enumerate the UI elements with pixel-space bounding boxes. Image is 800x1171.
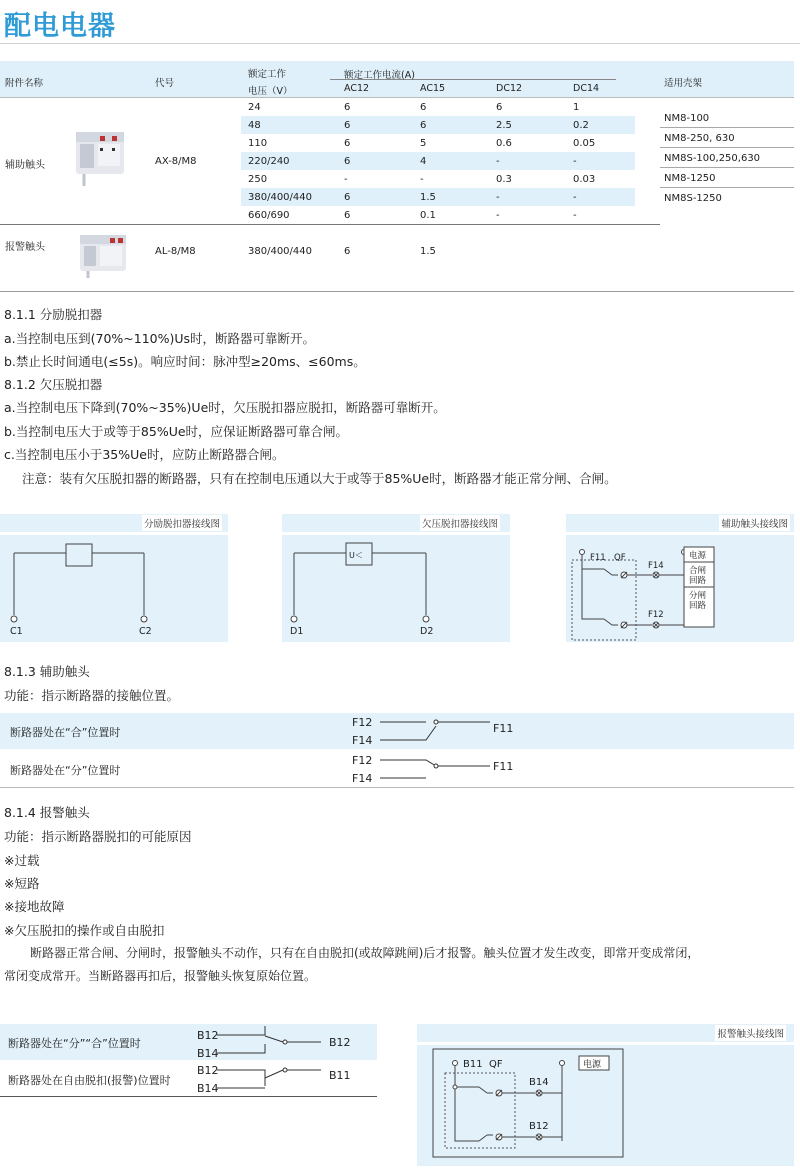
terminal-c1: C1 bbox=[10, 626, 23, 637]
label-qf: QF bbox=[614, 553, 626, 563]
voltage-cell: 380/400/440 bbox=[248, 192, 312, 203]
header-code: 代号 bbox=[155, 78, 175, 89]
shell-divider bbox=[660, 147, 794, 148]
header-name: 附件名称 bbox=[5, 78, 44, 89]
ac15-cell: 1.5 bbox=[420, 246, 436, 257]
ac15-cell: 1.5 bbox=[420, 192, 436, 203]
s812-a: a.当控制电压下降到(70%~35%)Ue时，欠压脱扣器应脱扣，断路器可靠断开。 bbox=[4, 400, 446, 415]
aux-closed-row bbox=[0, 713, 794, 749]
shell-divider bbox=[660, 127, 794, 128]
label-b12: B12 bbox=[197, 1064, 219, 1077]
ac12-cell: 6 bbox=[344, 246, 351, 257]
alarm-normal-switch bbox=[195, 1024, 377, 1060]
s813-heading: 8.1.3 辅助触头 bbox=[4, 664, 90, 679]
ac12-cell: - bbox=[344, 174, 348, 185]
label-b14: B14 bbox=[529, 1077, 549, 1088]
table-bottom-border bbox=[0, 291, 794, 292]
s812-c: c.当控制电压小于35%Ue时，应防止断路器合闸。 bbox=[4, 447, 285, 462]
dc12-cell: 2.5 bbox=[496, 120, 512, 131]
aux-wiring-diagram bbox=[566, 514, 794, 642]
voltage-cell: 110 bbox=[248, 138, 268, 149]
s813-func: 功能：指示断路器的接触位置。 bbox=[4, 688, 180, 703]
label-f11: F11 bbox=[493, 760, 514, 773]
label-f14: F14 bbox=[352, 772, 373, 785]
alarm-contact-photo bbox=[70, 229, 136, 279]
header-voltage-2: 电压（V） bbox=[248, 86, 293, 97]
aux-open-switch bbox=[350, 750, 530, 786]
shell-item: NM8-250, 630 bbox=[664, 133, 735, 144]
terminal-c2: C2 bbox=[139, 626, 152, 637]
label-f12: F12 bbox=[352, 754, 373, 767]
alarm-table-bottom bbox=[0, 1096, 377, 1097]
dc12-cell: - bbox=[496, 192, 500, 203]
label-qf: QF bbox=[489, 1059, 503, 1070]
dc14-cell: 0.2 bbox=[573, 120, 589, 131]
alarm-wiring-diagram bbox=[417, 1024, 794, 1166]
cause-undervoltage: ※欠压脱扣的操作或自由脱扣 bbox=[4, 923, 165, 938]
terminal-d1: D1 bbox=[290, 626, 304, 637]
s811-a: a.当控制电压到(70%~110%)Us时，断路器可靠断开。 bbox=[4, 331, 316, 346]
aux-table-bottom bbox=[0, 787, 794, 788]
alarm-normal-label: 断路器处在“分”“合”位置时 bbox=[8, 1037, 141, 1050]
dc12-cell: 6 bbox=[496, 102, 503, 113]
label-open-2: 回路 bbox=[689, 601, 707, 611]
label-b14: B14 bbox=[197, 1082, 219, 1095]
voltage-cell: 48 bbox=[248, 120, 261, 131]
ac12-cell: 6 bbox=[344, 138, 351, 149]
aux-closed-switch bbox=[350, 713, 530, 749]
label-f12: F12 bbox=[648, 610, 664, 620]
table-header-bottom bbox=[0, 97, 794, 98]
s814-para-1: 断路器正常合闸、分闸时，报警触头不动作，只有在自由脱扣(或故障跳闸)后才报警。触头位置才发生改变，即常开变成常闭， bbox=[30, 946, 700, 960]
label-b11-out: B11 bbox=[329, 1069, 351, 1082]
shell-divider bbox=[660, 187, 794, 188]
aux-name: 辅助触头 bbox=[5, 160, 45, 171]
voltage-cell: 24 bbox=[248, 102, 261, 113]
ac15-cell: 6 bbox=[420, 102, 427, 113]
shunt-diagram bbox=[0, 514, 228, 642]
label-close-2: 回路 bbox=[689, 576, 707, 586]
cause-overload: ※过载 bbox=[4, 853, 40, 868]
voltage-cell: 660/690 bbox=[248, 210, 290, 221]
dc14-cell: - bbox=[573, 192, 577, 203]
undervoltage-diagram-title: 欠压脱扣器接线图 bbox=[420, 515, 500, 531]
voltage-cell: 380/400/440 bbox=[248, 246, 312, 257]
label-power: 电源 bbox=[583, 1060, 602, 1070]
shunt-wiring bbox=[0, 535, 228, 642]
ac12-cell: 6 bbox=[344, 120, 351, 131]
s811-heading: 8.1.1 分励脱扣器 bbox=[4, 307, 103, 322]
undervoltage-wiring bbox=[282, 535, 510, 642]
alarm-normal-row bbox=[0, 1024, 377, 1060]
ac12-cell: 6 bbox=[344, 192, 351, 203]
dc14-cell: 1 bbox=[573, 102, 580, 113]
dc12-cell: 0.6 bbox=[496, 138, 512, 149]
label-f11: F11 bbox=[590, 553, 606, 563]
header-dc14: DC14 bbox=[573, 83, 600, 94]
header-current-group: 额定工作电流(A) bbox=[344, 70, 415, 81]
alarm-name: 报警触头 bbox=[5, 242, 45, 253]
aux-wiring bbox=[566, 535, 794, 642]
alarm-diagram-title: 报警触头接线图 bbox=[715, 1025, 786, 1041]
terminal-d2: D2 bbox=[420, 626, 434, 637]
label-open-1: 分闸 bbox=[689, 591, 707, 601]
aux-diagram-title: 辅助触头接线图 bbox=[719, 515, 790, 531]
aux-code: AX-8/M8 bbox=[155, 156, 197, 167]
cause-ground: ※接地故障 bbox=[4, 899, 65, 914]
header-shell: 适用壳架 bbox=[664, 78, 703, 89]
dc14-cell: 0.05 bbox=[573, 138, 596, 149]
label-b12: B12 bbox=[197, 1029, 219, 1042]
dc12-cell: - bbox=[496, 210, 500, 221]
page-title: 配电电器 bbox=[4, 11, 116, 42]
label-f14: F14 bbox=[352, 734, 373, 747]
dc14-cell: - bbox=[573, 210, 577, 221]
label-b12: B12 bbox=[529, 1121, 549, 1132]
aux-group-divider bbox=[0, 224, 660, 225]
header-ac12: AC12 bbox=[344, 83, 370, 94]
label-power: 电源 bbox=[689, 551, 707, 561]
coil-label: U＜ bbox=[349, 551, 363, 560]
aux-open-label: 断路器处在“分”位置时 bbox=[10, 764, 121, 777]
s812-note: 注意：装有欠压脱扣器的断路器，只有在控制电压通以大于或等于85%Ue时，断路器才能正常分闸、合闸。 bbox=[22, 471, 617, 486]
ac12-cell: 6 bbox=[344, 156, 351, 167]
cause-short: ※短路 bbox=[4, 876, 40, 891]
s812-heading: 8.1.2 欠压脱扣器 bbox=[4, 377, 103, 392]
shell-item: NM8S-100,250,630 bbox=[664, 153, 761, 164]
shell-divider bbox=[660, 167, 794, 168]
voltage-cell: 220/240 bbox=[248, 156, 290, 167]
aux-contact-photo bbox=[70, 124, 136, 190]
label-f12: F12 bbox=[352, 716, 373, 729]
shell-item: NM8-1250 bbox=[664, 173, 716, 184]
shunt-diagram-title: 分励脱扣器接线图 bbox=[142, 515, 222, 531]
label-f14: F14 bbox=[648, 561, 664, 571]
label-close-1: 合闸 bbox=[689, 566, 707, 576]
alarm-wiring bbox=[417, 1045, 794, 1166]
ac15-cell: 4 bbox=[420, 156, 427, 167]
s814-para-2: 常闭变成常开。当断路器再扣后，报警触头恢复原始位置。 bbox=[4, 969, 317, 983]
ac15-cell: - bbox=[420, 174, 424, 185]
voltage-cell: 250 bbox=[248, 174, 268, 185]
label-b14: B14 bbox=[197, 1047, 219, 1060]
s812-b: b.当控制电压大于或等于85%Ue时，应保证断路器可靠合闸。 bbox=[4, 424, 349, 439]
header-ac15: AC15 bbox=[420, 83, 446, 94]
aux-closed-label: 断路器处在“合”位置时 bbox=[10, 726, 121, 739]
s814-heading: 8.1.4 报警触头 bbox=[4, 805, 90, 820]
dc14-cell: - bbox=[573, 156, 577, 167]
ac15-cell: 0.1 bbox=[420, 210, 436, 221]
alarm-trip-label: 断路器处在自由脱扣(报警)位置时 bbox=[8, 1074, 171, 1087]
shell-item: NM8-100 bbox=[664, 113, 710, 124]
alarm-code: AL-8/M8 bbox=[155, 246, 196, 257]
ac12-cell: 6 bbox=[344, 210, 351, 221]
ac15-cell: 6 bbox=[420, 120, 427, 131]
s811-b: b.禁止长时间通电(≤5s)。响应时间：脉冲型≥20ms、≤60ms。 bbox=[4, 354, 366, 369]
label-b12-out: B12 bbox=[329, 1036, 351, 1049]
header-voltage-1: 额定工作 bbox=[248, 69, 287, 80]
label-f11: F11 bbox=[493, 722, 514, 735]
dc12-cell: 0.3 bbox=[496, 174, 512, 185]
s814-func: 功能：指示断路器脱扣的可能原因 bbox=[4, 829, 192, 844]
title-divider bbox=[0, 43, 800, 44]
undervoltage-diagram bbox=[282, 514, 510, 642]
ac15-cell: 5 bbox=[420, 138, 427, 149]
shell-item: NM8S-1250 bbox=[664, 193, 722, 204]
dc14-cell: 0.03 bbox=[573, 174, 596, 185]
ac12-cell: 6 bbox=[344, 102, 351, 113]
alarm-trip-switch bbox=[195, 1060, 377, 1096]
label-b11: B11 bbox=[463, 1059, 483, 1070]
dc12-cell: - bbox=[496, 156, 500, 167]
header-dc12: DC12 bbox=[496, 83, 523, 94]
